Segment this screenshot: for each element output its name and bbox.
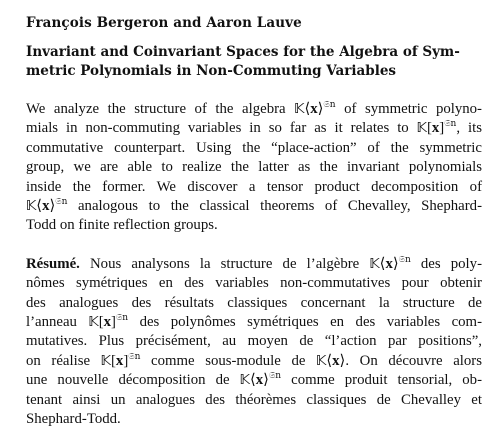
text-line: Résumé. Nous analysons la structure de l’algèbre 𝕂⟨x⟩$^{𝔖n}$ des poly- — [26, 254, 482, 272]
text-line: Todd on finite reflection groups. — [26, 217, 218, 234]
text-line: 𝕂⟨x⟩$^{𝔖n}$ analogous to the classical theorems of Chevalley, Shephard- — [26, 197, 482, 215]
math-expression: 𝕂⟨x⟩$^{𝔖n}$ — [369, 254, 411, 272]
math-expression: 𝕂⟨x⟩$^{𝔖n}$ — [239, 371, 282, 389]
paper-title-line: metric Polynomials in Non-Commuting Variables — [26, 63, 397, 79]
math-expression: $𝕂[x]^{𝔖n}$ — [100, 351, 141, 369]
resume-label: Résumé. — [26, 255, 80, 272]
text-line: inside the former. We discover a tensor product decomposition of — [26, 178, 482, 195]
text-line: We analyze the structure of the algebra 𝕂⟨x⟩$^{𝔖n}$ of symmetric polyno- — [26, 100, 482, 117]
math-expression: $𝕂[x]^{𝔖n}$ — [88, 313, 129, 331]
text-line: on réalise $𝕂[x]^{𝔖n}$ comme sous-module de 𝕂⟨x⟩. On découvre alors — [26, 351, 482, 369]
math-expression: 𝕂⟨x⟩$^{𝔖n}$ — [26, 197, 68, 215]
abstract-paragraph — [26, 100, 482, 236]
text-line: l’anneau $𝕂[x]^{𝔖n}$ des polynômes symétriques en des variables com- — [26, 313, 482, 331]
math-expression: 𝕂⟨x⟩ — [316, 352, 346, 369]
paper-authors: François Bergeron and Aaron Lauve — [26, 15, 302, 31]
math-expression: $𝕂[x]^{𝔖n}$ — [416, 119, 457, 137]
text-line: mutatives. Plus précisément, au moyen de “l’action par positions”, — [26, 333, 482, 350]
paper-title-line: Invariant and Coinvariant Spaces for the Algebra of Sym- — [26, 44, 460, 60]
text-line: Shephard-Todd. — [26, 411, 121, 428]
paper-title — [26, 43, 482, 81]
text-line: tenant ainsi un analogues des théorèmes classiques de Chevalley et — [26, 391, 482, 408]
text-line: commutative counterpart. Using the “place-action” of the symmetric — [26, 139, 482, 156]
text-line: nômes symétriques en des variables non-commutatives pour obtenir — [26, 275, 482, 292]
text-line: mials in non-commuting variables in so far as it relates to $𝕂[x]^{𝔖n}$, its — [26, 119, 482, 137]
resume-paragraph — [26, 255, 482, 430]
math-expression: 𝕂⟨x⟩$^{𝔖n}$ — [294, 100, 336, 117]
text-line: une nouvelle décomposition de 𝕂⟨x⟩$^{𝔖n}$ comme produit tensorial, ob- — [26, 371, 482, 389]
text-line: group, we are able to realize the latter as the invariant polynomials — [26, 159, 482, 176]
text-line: des analogues des résultats classiques concernant la structure de — [26, 294, 482, 311]
